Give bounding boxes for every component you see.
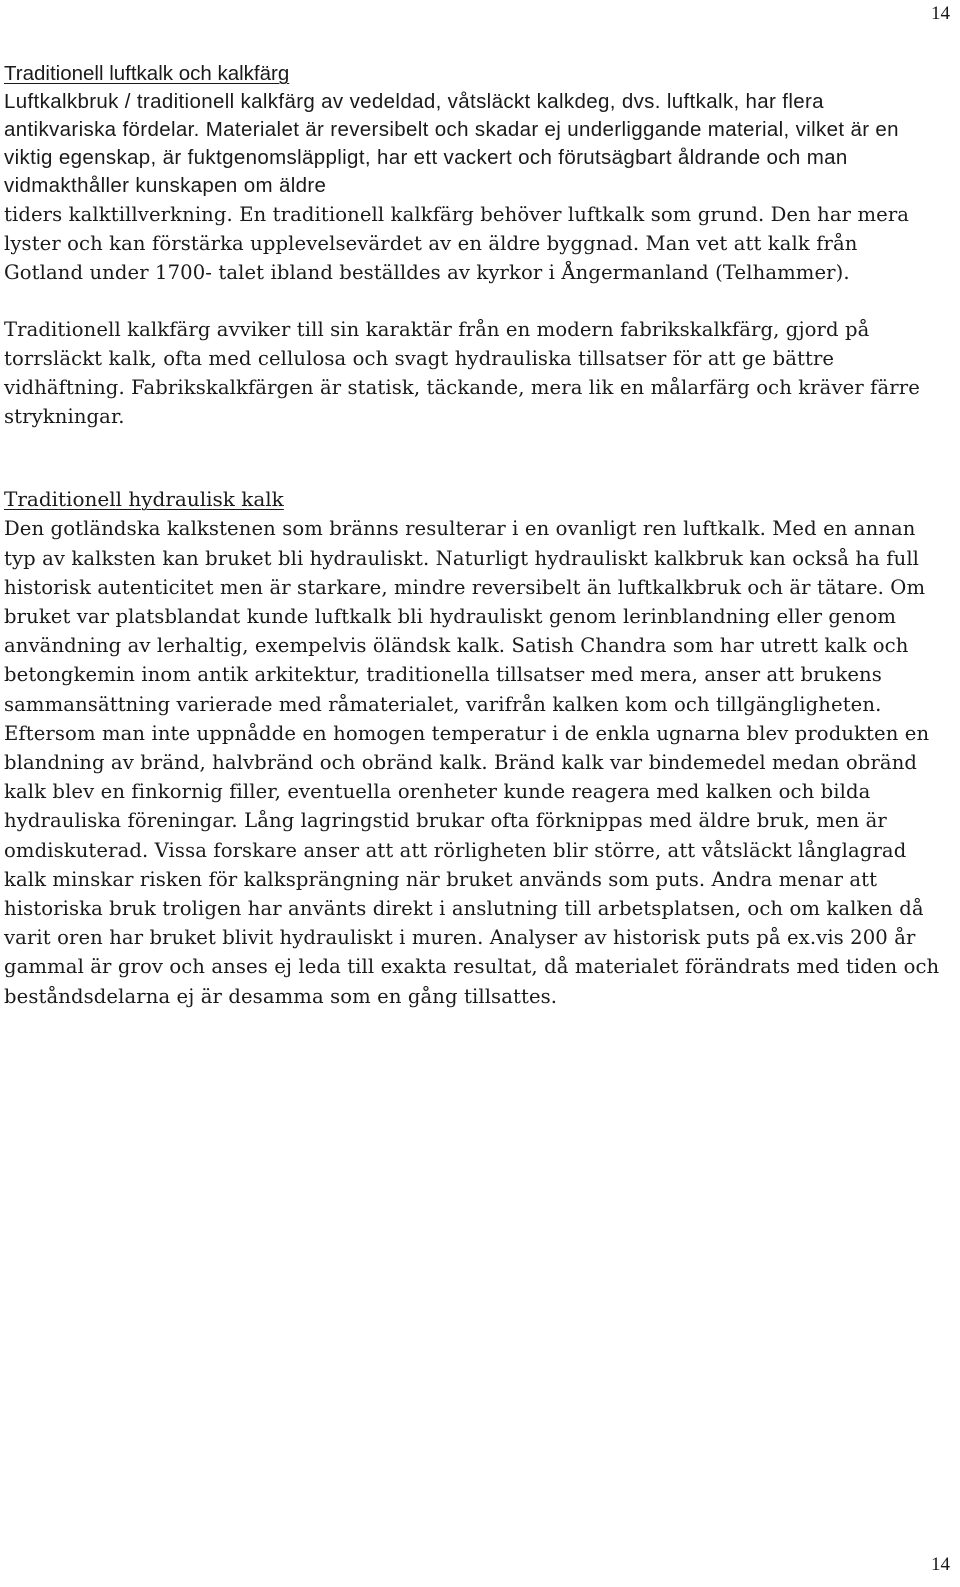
paragraph-spacer	[4, 288, 942, 315]
paragraph-kalkfarg-comparison: Traditionell kalkfärg avviker till sin karaktär från en modern fabrikskalkfärg, gjord på torrsläckt kalk, ofta med cellulosa och svagt hydrauliska tillsatser för att ge bättre vidhäftning. Fabrikskalkfärgen är statisk, täckande, mera lik en målarfärg och kräver färre strykningar.	[4, 317, 920, 429]
document-body	[4, 60, 942, 1011]
section-spacer	[4, 431, 942, 485]
section-heading-hydraulisk: Traditionell hydraulisk kalk	[4, 487, 284, 512]
paragraph-luftkalk-continued: tiders kalktillverkning. En traditionell kalkfärg behöver luftkalk som grund. Den har mera lyster och kan förstärka upplevelsevärdet av en äldre byggnad. Man vet att kalk från Gotland under 1700- talet ibland beställdes av kyrkor i Ångermanland (Telhammer).	[4, 203, 910, 285]
paragraph-luftkalk-intro: Luftkalkbruk / traditionell kalkfärg av vedeldad, våtsläckt kalkdeg, dvs. luftkalk, har flera antikvariska fördelar. Materialet är reversibelt och skadar ej underliggande material, vilket är en viktig egenskap, är fuktgenomsläppligt, har ett vackert och förutsägbart åldrande och man vidmakthåller kunskapen om äldre	[4, 90, 899, 197]
page-number-bottom: 14	[931, 1554, 950, 1575]
paragraph-hydraulisk-kalk: Den gotländska kalkstenen som bränns resulterar i en ovanligt ren luftkalk. Med en annan typ av kalksten kan bruket bli hydrauliskt. Naturligt hydrauliskt kalkbruk kan också ha full historisk autenticitet men är starkare, mindre reversibelt än luftkalkbruk och är tätare. Om bruket var platsblandat kunde luftkalk bli hydrauliskt genom lerinblandning eller genom användning av lerhaltig, exempelvis öländsk kalk. Satish Chandra som har utrett kalk och betongkemin inom antik arkitektur, traditionella tillsatser med mera, anser att brukens sammansättning varierade med råmaterialet, varifrån kalken kom och tillgängligheten. Eftersom man inte uppnådde en homogen temperatur i de enkla ugnarna blev produkten en blandning av bränd, halvbränd och obränd kalk. Bränd kalk var bindemedel medan obränd kalk blev en finkornig filler, eventuella orenheter kunde reagera med kalken och bilda hydrauliska föreningar. Lång lagringstid brukar ofta förknippas med äldre bruk, men är omdiskuterad. Vissa forskare anser att att rörligheten blir större, att våtsläckt långlagrad kalk minskar risken för kalksprängning när bruket används som puts. Andra menar att historiska bruk troligen har använts direkt i anslutning till arbetsplatsen, och om kalken då varit oren har bruket blivit hydrauliskt i muren. Analyser av historisk puts på ex.vis 200 år gammal är grov och anses ej leda till exakta resultat, då materialet förändrats med tiden och beståndsdelarna ej är desamma som en gång tillsattes.	[4, 517, 940, 1008]
section-heading-luftkalk: Traditionell luftkalk och kalkfärg	[4, 62, 290, 85]
page-number-top: 14	[931, 3, 950, 24]
